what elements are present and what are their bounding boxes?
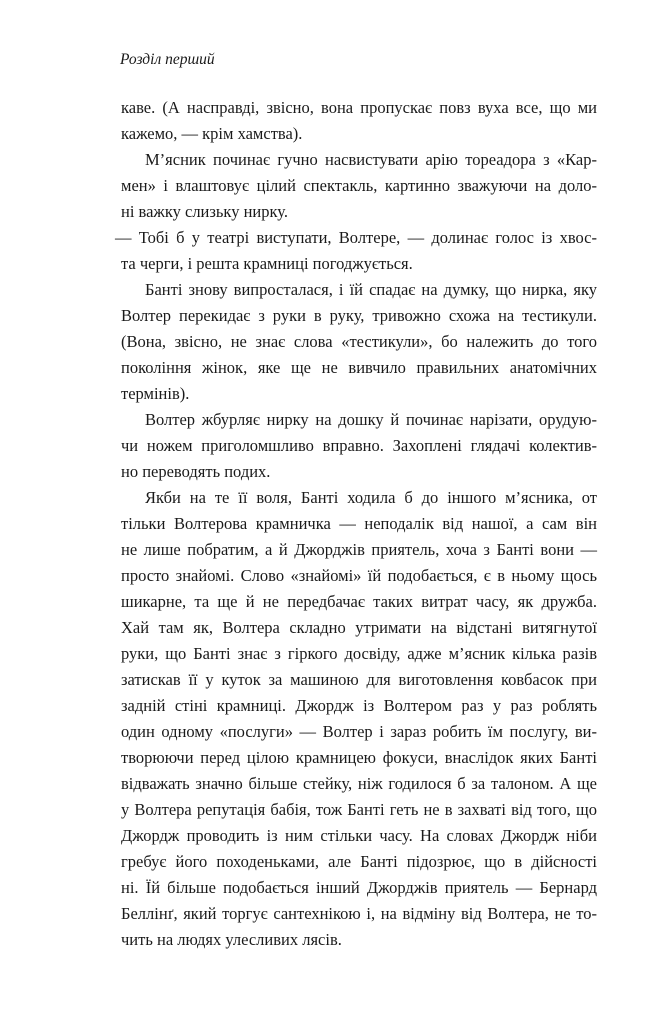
text-line: відважать значно більше стейку, ніж годилося б за талоном. А ще [121,774,597,793]
text-line: кажемо, — крім хамства). [121,124,303,143]
running-head: Розділ перший [120,51,215,68]
text-line: но переводять подих. [121,462,271,481]
text-line: Беллінґ, який торгує сантехнікою і, на відміну від Волтера, не то- [121,904,597,923]
text-line: М’ясник починає гучно насвистувати арію тореадора з «Кар- [145,150,597,169]
text-line: Джордж проводить із ним стільки часу. На словах Джордж ніби [121,826,597,845]
text-line: — Тобі б у театрі виступати, Волтере, — долинає голос із хвос- [115,228,597,247]
text-line: чи ножем приголомшливо вправно. Захоплені глядачі колектив- [121,436,597,455]
text-line: гребує його походеньками, але Банті підозрює, що в дійсності [121,852,597,871]
text-line: шикарне, та ще й не передбачає таких витрат часу, як дружба. [121,592,597,611]
text-line: ні. Їй більше подобається інший Джорджів приятель — Бернард [121,878,597,897]
text-line: Волтер жбурляє нирку на дошку й починає нарізати, орудую- [145,410,597,429]
text-line: творюючи перед цілою крамницею фокуси, внаслідок яких Банті [121,748,597,767]
text-line: Банті знову випросталася, і їй спадає на думку, що нирка, яку [145,280,597,299]
text-line: не лише побратим, а й Джорджів приятель, хоча з Банті вони — [121,540,597,559]
body-text [115,95,597,953]
text-line: ні важку слизьку нирку. [121,202,288,221]
text-line: (Вона, звісно, не знає слова «тестикули», бо належить до того [121,332,597,351]
text-line: покоління жінок, яке ще не вивчило правильних анатомічних [121,358,597,377]
text-line: один одному «послуги» — Волтер і зараз робить їм послугу, ви- [121,722,597,741]
text-line: та черги, і решта крамниці погоджується. [121,254,413,273]
text-line: просто знайомі. Слово «знайомі» їй подобається, є в ньому щось [121,566,597,585]
text-line: руки, що Банті знає з гіркого досвіду, адже м’ясник кілька разів [121,644,597,663]
text-line: тільки Волтерова крамничка — неподалік від нашої, а сам він [121,514,597,533]
text-line: каве. (А насправді, звісно, вона пропускає повз вуха все, що ми [121,98,597,117]
text-line: мен» і влаштовує цілий спектакль, картинно зважуючи на доло- [121,176,597,195]
text-line: задній стіні крамниці. Джордж із Волтером раз у раз роблять [121,696,597,715]
text-line: затискав її у куток за машиною для виготовлення ковбасок при [121,670,597,689]
text-line: термінів). [121,384,190,403]
text-line: Якби на те її воля, Банті ходила б до іншого м’ясника, от [145,488,597,507]
text-line: Хай там як, Волтера складно утримати на відстані витягнутої [121,618,597,637]
text-line: Волтер перекидає з руки в руку, тривожно схожа на тестикули. [121,306,597,325]
text-line: чить на людях улесливих лясів. [121,930,342,949]
text-line: у Волтера репутація бабія, тож Банті геть не в захваті від того, що [121,800,597,819]
